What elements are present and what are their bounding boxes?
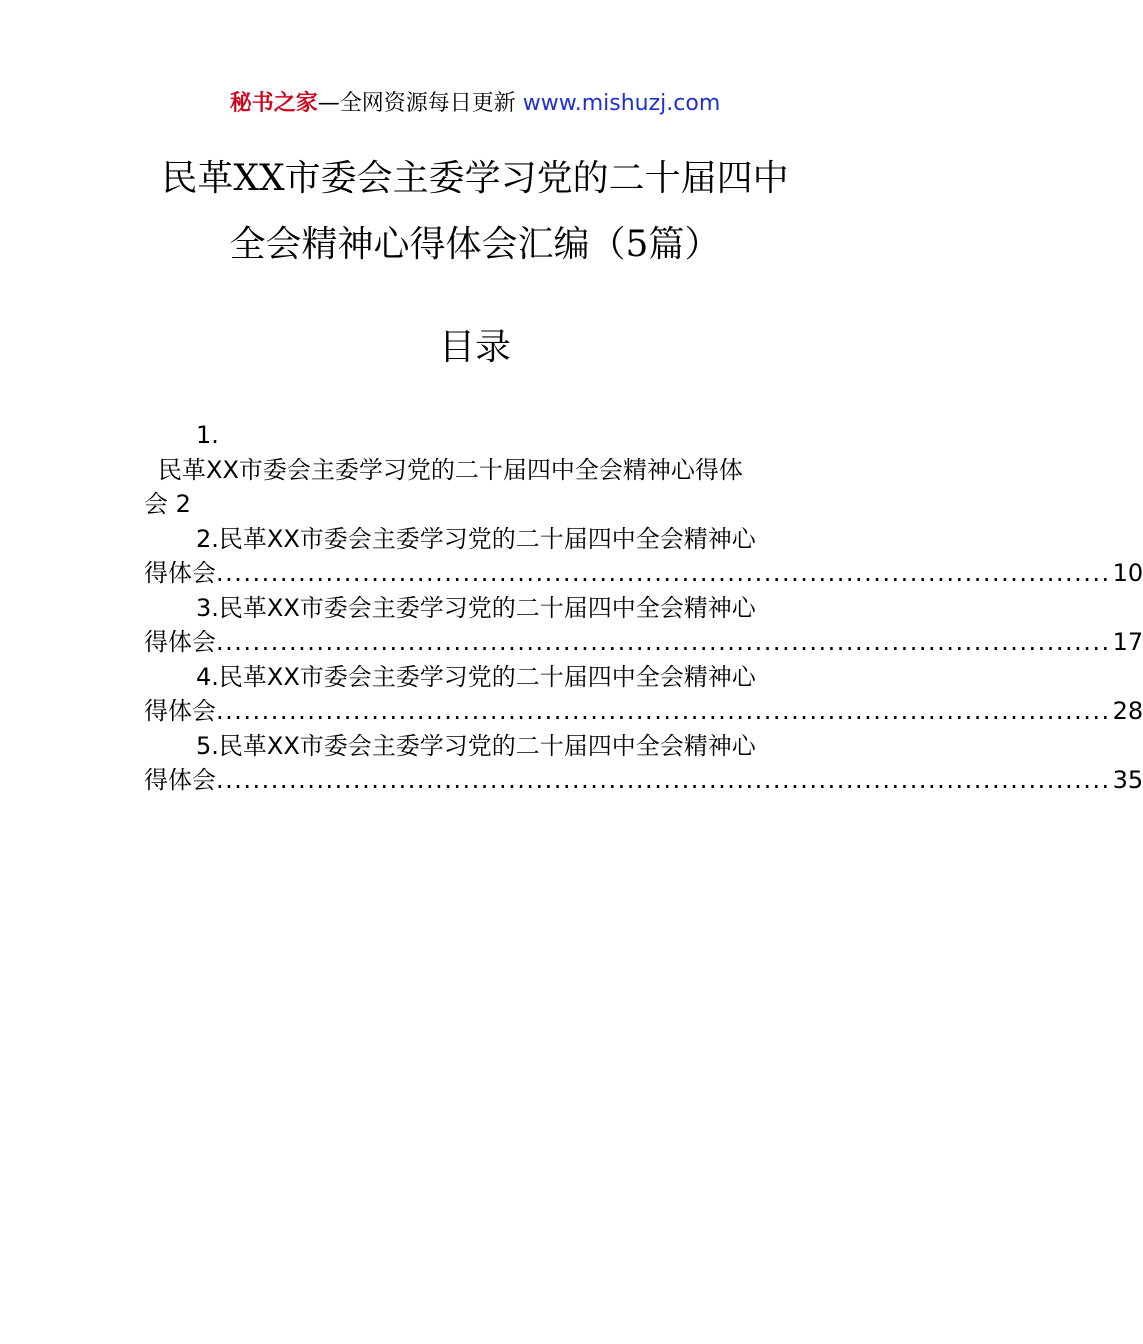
document-title — [0, 146, 950, 278]
table-of-contents — [144, 418, 1143, 798]
toc-entry-number: 1. — [196, 421, 219, 449]
toc-page-number: 28 — [1112, 697, 1143, 725]
toc-entry-4[interactable] — [144, 660, 1143, 729]
site-url-link[interactable]: www.mishuzj.com — [522, 91, 721, 116]
toc-page-number: 35 — [1112, 766, 1143, 794]
toc-entry-3[interactable] — [144, 591, 1143, 660]
toc-entry-title-tail: 得体会 — [144, 559, 216, 587]
toc-entry-title: 民革XX市委会主委学习党的二十届四中全会精神心得体 — [158, 455, 743, 484]
toc-heading: 目录 — [438, 327, 511, 368]
toc-entry-title-tail: 得体会 — [144, 628, 216, 656]
toc-entry-1[interactable] — [144, 418, 806, 522]
toc-entry-5[interactable] — [144, 729, 1143, 798]
toc-entry-title: 2.民革XX市委会主委学习党的二十届四中全会精神心 — [196, 524, 756, 553]
toc-entry-title: 4.民革XX市委会主委学习党的二十届四中全会精神心 — [196, 662, 756, 691]
toc-leader-dots: .................................................................................................. — [216, 559, 1111, 587]
toc-entry-title: 5.民革XX市委会主委学习党的二十届四中全会精神心 — [196, 731, 756, 760]
brand-name: 秘书之家 — [229, 91, 318, 116]
toc-leader-dots: .................................................................................................. — [216, 697, 1111, 725]
site-tagline: —全网资源每日更新 — [317, 91, 523, 116]
toc-entry-title-tail: 得体会 — [144, 766, 216, 794]
toc-leader-dots: .................................................................................................. — [216, 766, 1111, 794]
toc-entry-title-tail: 得体会 — [144, 697, 216, 725]
toc-leader-dots: .................................................................................................. — [216, 628, 1111, 656]
title-line-2: 全会精神心得体会汇编（5篇） — [229, 224, 721, 265]
toc-page-number: 17 — [1112, 628, 1143, 656]
toc-entry-2[interactable] — [144, 522, 1143, 591]
site-header — [0, 88, 950, 120]
title-line-1: 民革XX市委会主委学习党的二十届四中 — [161, 158, 789, 199]
toc-entry-continuation: 会 2 — [144, 490, 191, 518]
toc-entry-title: 3.民革XX市委会主委学习党的二十届四中全会精神心 — [196, 593, 756, 622]
toc-page-number: 10 — [1112, 559, 1143, 587]
